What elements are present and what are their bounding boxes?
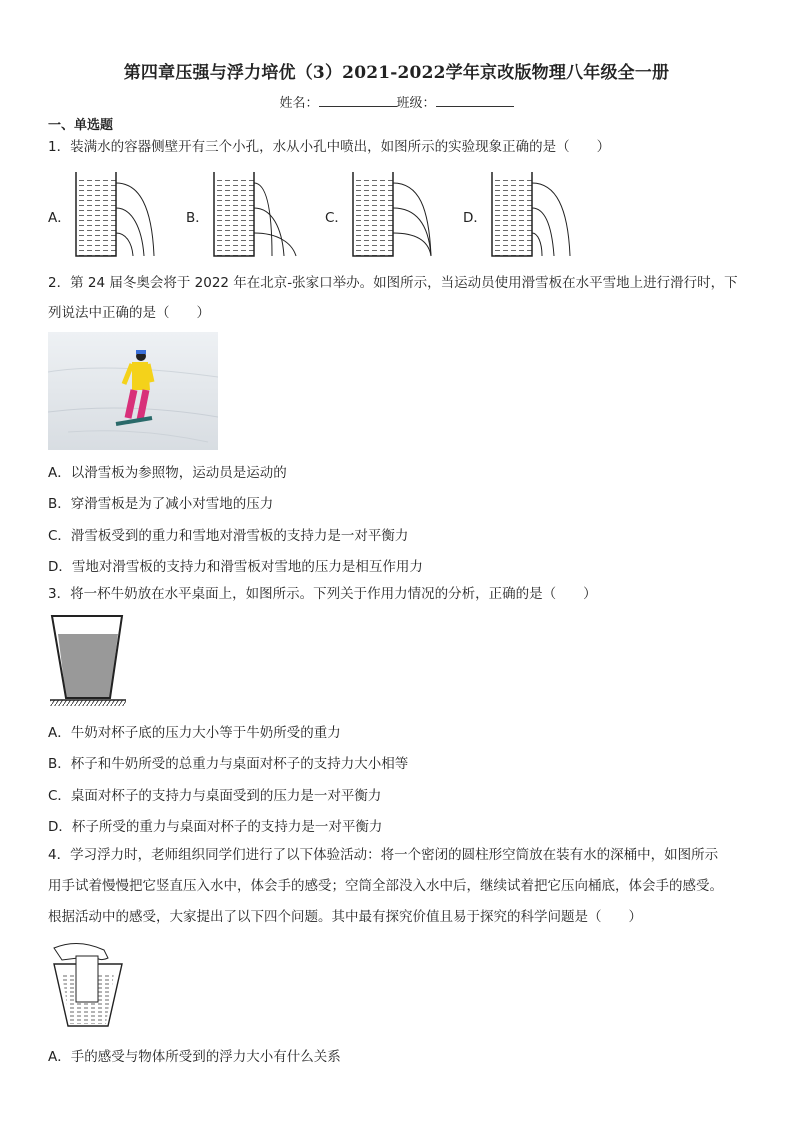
question-3-stem: 3．将一杯牛奶放在水平桌面上，如图所示。下列关于作用力情况的分析，正确的是（ ） (48, 586, 597, 602)
document-title: 第四章压强与浮力培优（3）2021-2022学年京改版物理八年级全一册 (123, 63, 670, 83)
q1-option-c-label: C． (325, 210, 348, 226)
question-4-stem-line-2: 用手试着慢慢把它竖直压入水中，体会手的感受；空筒全部没入水中后，继续试着把它压向桶底，体会手的感受。 (48, 878, 723, 894)
name-class-line (0, 92, 793, 111)
q3-option-b: B．杯子和牛奶所受的总重力与桌面对杯子的支持力大小相等 (48, 756, 409, 772)
question-1-stem: 1．装满水的容器侧壁开有三个小孔，水从小孔中喷出，如图所示的实验现象正确的是（ ） (48, 139, 611, 155)
section-title: 一、单选题 (48, 118, 114, 133)
name-label: 姓名： (279, 96, 319, 111)
milk-cup-figure (48, 614, 128, 708)
q1-option-b-label: B． (186, 210, 209, 226)
class-blank (436, 94, 514, 107)
bucket-cylinder-figure (48, 938, 124, 1030)
q1-figure-b (208, 168, 308, 260)
question-4-stem-line-1: 4．学习浮力时，老师组织同学们进行了以下体验活动：将一个密闭的圆柱形空筒放在装有水的深桶中，如图所示 (48, 847, 719, 863)
q2-option-b: B．穿滑雪板是为了减小对雪地的压力 (48, 496, 274, 512)
q4-option-a: A．手的感受与物体所受到的浮力大小有什么关系 (48, 1049, 341, 1065)
q1-figure-d (486, 168, 586, 260)
question-4-stem-line-3: 根据活动中的感受，大家提出了以下四个问题。其中最有探究价值且易于探究的科学问题是（ ） (48, 909, 642, 925)
q2-option-c: C．滑雪板受到的重力和雪地对滑雪板的支持力是一对平衡力 (48, 528, 409, 544)
q1-option-d-label: D． (463, 210, 487, 226)
class-label: 班级： (396, 96, 436, 111)
q3-option-d: D．杯子所受的重力与桌面对杯子的支持力是一对平衡力 (48, 819, 383, 835)
q1-option-a-label: A． (48, 210, 71, 226)
question-2-stem-line-1: 2．第 24 届冬奥会将于 2022 年在北京-张家口举办。如图所示，当运动员使用滑雪板在水平雪地上进行滑行时，下 (48, 275, 738, 291)
question-2-stem-line-2: 列说法中正确的是（ ） (48, 305, 210, 321)
snowboarder-photo (48, 332, 218, 450)
q3-option-a: A．牛奶对杯子底的压力大小等于牛奶所受的重力 (48, 725, 341, 741)
q2-option-a: A．以滑雪板为参照物，运动员是运动的 (48, 465, 287, 481)
name-blank (319, 94, 397, 107)
q3-option-c: C．桌面对杯子的支持力与桌面受到的压力是一对平衡力 (48, 788, 382, 804)
q1-figure-a (70, 168, 170, 260)
q2-option-d: D．雪地对滑雪板的支持力和滑雪板对雪地的压力是相互作用力 (48, 559, 423, 575)
q1-figure-c (347, 168, 447, 260)
